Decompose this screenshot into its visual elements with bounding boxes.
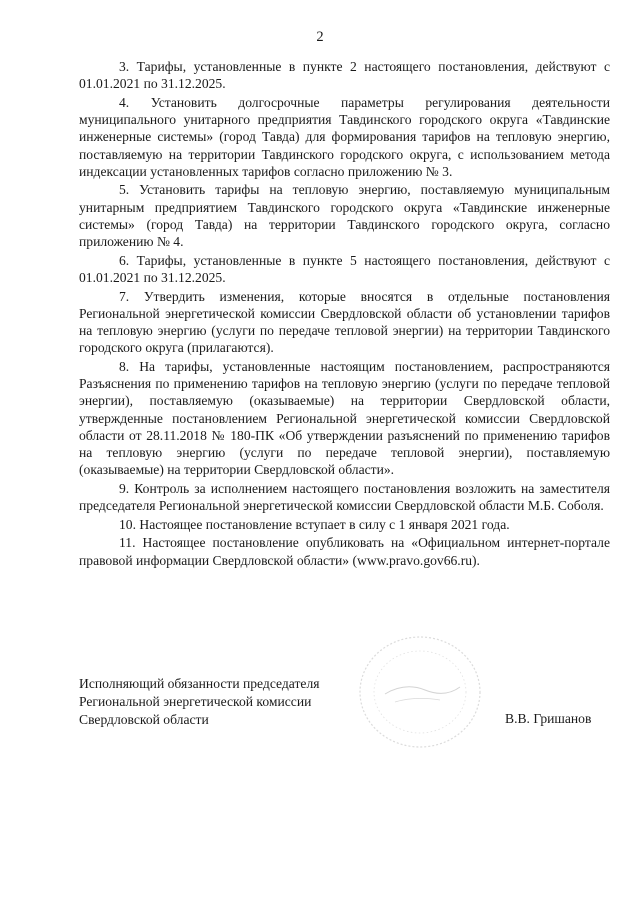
paragraph-8: 8. На тарифы, установленные настоящим постановлением, распространяются Разъяснения по применению тарифов на тепловую энергию (услуги по передаче тепловой энергии), поставляемую (оказываемые) на территории Свердловской области, утвержденные постановлением Региональной энергетической комиссии Свердловской области от 28.11.2018 № 180-ПК «Об утверждении разъяснений по применению тарифов на тепловую энергию (услуги по передаче тепловой энергии), поставляемую (оказываемые) на территории Свердловской области».	[79, 358, 610, 478]
paragraph-9: 9. Контроль за исполнением настоящего постановления возложить на заместителя председателя Региональной энергетической комиссии Свердловской области М.Б. Соболя.	[79, 480, 610, 514]
signer-title-line-2: Региональной энергетической комиссии	[79, 694, 312, 709]
paragraph-5: 5. Установить тарифы на тепловую энергию, поставляемую муниципальным унитарным предприятием Тавдинского городского округа «Тавдинские инженерные системы» (город Тавда) на территории Тавдинского городского округа, согласно приложению № 4.	[79, 182, 610, 250]
signer-title-line-3: Свердловской области	[79, 712, 209, 727]
paragraph-4: 4. Установить долгосрочные параметры регулирования деятельности муниципального унитарного предприятия Тавдинского городского округа «Тавдинские инженерные системы» (город Тавда) для формирования тарифов на тепловую энергию, поставляемую на территории Тавдинского городского округа, с использованием метода индексации установленных тарифов согласно приложению № 3.	[79, 94, 610, 179]
paragraph-11: 11. Настоящее постановление опубликовать на «Официальном интернет-портале правовой информации Свердловской области» (www.pravo.gov66.ru).	[79, 535, 610, 568]
paragraph-6: 6. Тарифы, установленные в пункте 5 настоящего постановления, действуют с 01.01.2021 по 31.12.2025.	[79, 252, 610, 285]
document-body	[79, 58, 610, 570]
official-stamp-seal	[355, 632, 485, 752]
paragraph-7: 7. Утвердить изменения, которые вносятся в отдельные постановления Региональной энергетической комиссии Свердловской области об установлении тарифов на тепловую энергию (услуги по передаче тепловой энергии) на территории Тавдинского городского округа (прилагаются).	[79, 288, 610, 356]
signer-block	[79, 675, 320, 729]
paragraph-10: 10. Настоящее постановление вступает в силу с 1 января 2021 года.	[119, 516, 510, 532]
signer-title-line-1: Исполняющий обязанности председателя	[79, 676, 320, 691]
signer-name: В.В. Гришанов	[505, 711, 592, 726]
paragraph-3: 3. Тарифы, установленные в пункте 2 настоящего постановления, действуют с 01.01.2021 по 31.12.2025.	[79, 59, 610, 92]
page-number: 2	[316, 29, 324, 45]
